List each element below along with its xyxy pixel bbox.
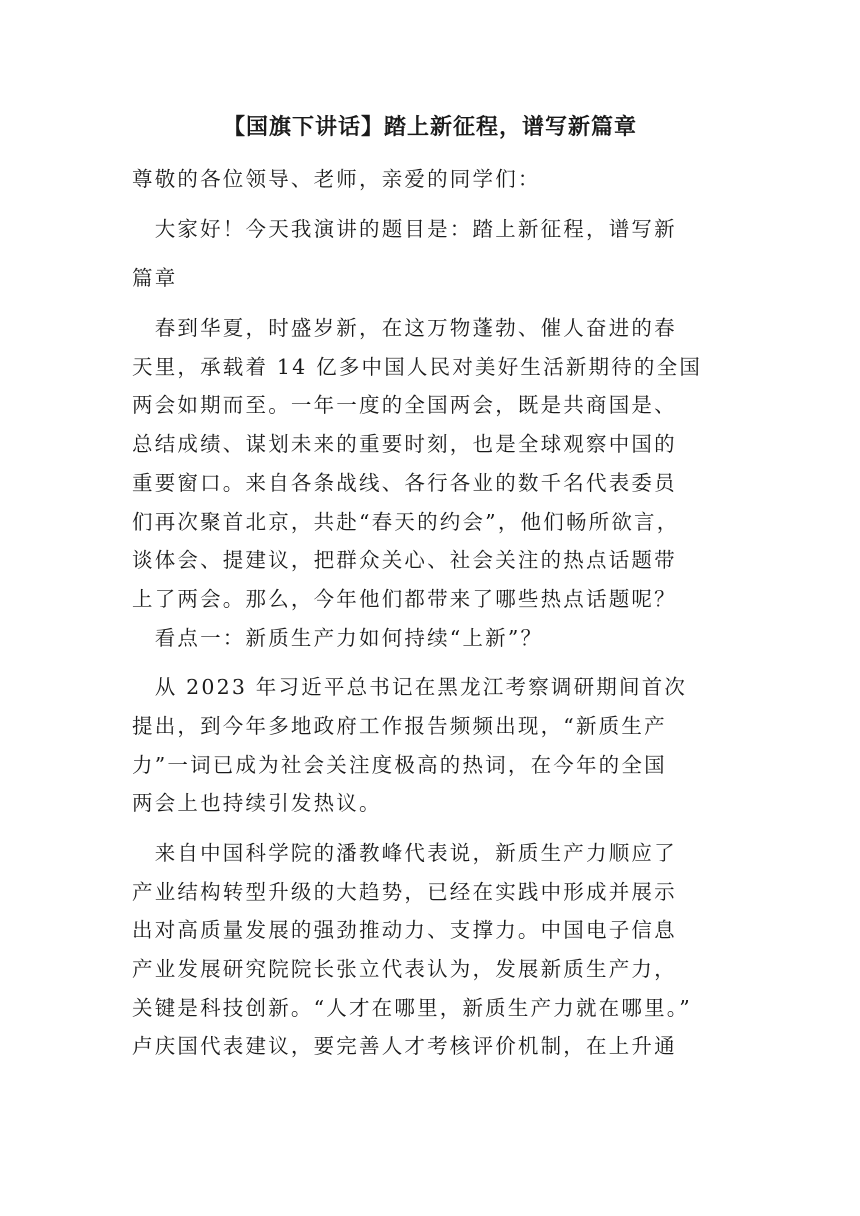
body-line: 篇章 (132, 266, 178, 291)
body-line: 产业结构转型升级的大趋势，已经在实践中形成并展示 (132, 879, 677, 904)
section-heading-line: 看点一：新质生产力如何持续“上新”？ (132, 625, 544, 650)
salutation-line: 尊敬的各位领导、老师，亲爱的同学们： (132, 167, 541, 191)
body-line: 两会如期而至。一年一度的全国两会，既是共商国是、 (132, 393, 677, 418)
body-line: 总结成绩、谋划未来的重要时刻，也是全球观察中国的 (132, 432, 677, 457)
body-line: 谈体会、提建议，把群众关心、社会关注的热点话题带 (132, 548, 677, 573)
body-line: 重要窗口。来自各条战线、各行各业的数千名代表委员 (132, 470, 677, 495)
body-line: 来自中国科学院的潘教峰代表说，新质生产力顺应了 (132, 841, 677, 865)
document-title: 【国旗下讲话】踏上新征程，谱写新篇章 (222, 115, 637, 140)
document-body (132, 160, 729, 1066)
body-line: 从 2023 年习近平总书记在黑龙江考察调研期间首次 (132, 675, 688, 700)
body-line: 天里，承载着 14 亿多中国人民对美好生活新期待的全国 (132, 354, 703, 379)
body-line: 春到华夏，时盛岁新，在这万物蓬勃、催人奋进的春 (132, 316, 677, 341)
body-line: 关键是科技创新。“人才在哪里，新质生产力就在哪里。” (132, 995, 692, 1020)
body-line: 产业发展研究院院长张立代表认为，发展新质生产力， (132, 957, 677, 982)
body-line: 提出，到今年多地政府工作报告频频出现，“新质生产 (132, 713, 667, 738)
body-line: 上了两会。那么，今年他们都带来了哪些热点话题呢？ (132, 586, 677, 611)
body-line: 卢庆国代表建议，要完善人才考核评价机制，在上升通 (132, 1034, 677, 1059)
body-line: 们再次聚首北京，共赴“春天的约会”，他们畅所欲言， (132, 509, 680, 534)
body-line: 力”一词已成为社会关注度极高的热词，在今年的全国 (132, 752, 667, 777)
body-line: 大家好！今天我演讲的题目是：踏上新征程，谱写新 (132, 216, 677, 241)
body-line: 出对高质量发展的强劲推动力、支撑力。中国电子信息 (132, 918, 677, 943)
body-line: 两会上也持续引发热议。 (132, 791, 382, 816)
